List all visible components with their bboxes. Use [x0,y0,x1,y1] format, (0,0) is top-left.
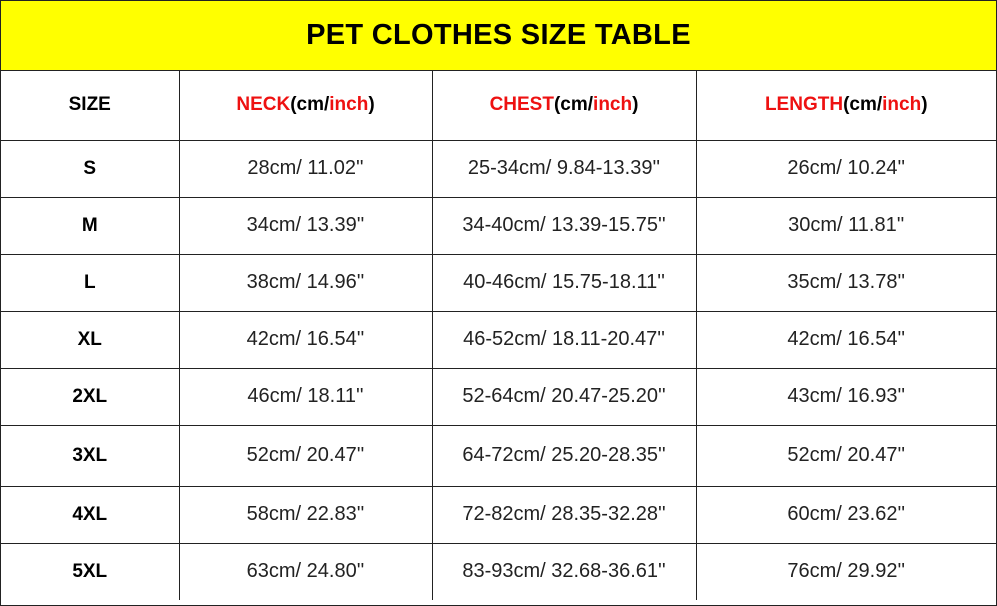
header-neck-unit-inch: inch [329,94,369,116]
neck-cell: 34cm/ 13.39'' [179,197,432,254]
chest-cell: 46-52cm/ 18.11-20.47'' [432,311,696,368]
length-cell: 30cm/ 11.81'' [696,197,996,254]
header-size-label: SIZE [68,94,111,116]
header-chest-unit-open: (cm/ [553,94,594,116]
length-cell: 76cm/ 29.92'' [696,543,996,600]
header-length-label: LENGTH [764,94,844,116]
size-cell: S [1,140,179,197]
size-cell: L [1,254,179,311]
size-cell: 2XL [1,368,179,425]
neck-cell: 52cm/ 20.47'' [179,425,432,486]
header-chest-unit-inch: inch [593,94,633,116]
table-row [1,197,996,254]
neck-cell: 38cm/ 14.96'' [179,254,432,311]
chest-cell: 34-40cm/ 13.39-15.75'' [432,197,696,254]
neck-cell: 28cm/ 11.02'' [179,140,432,197]
chest-cell: 40-46cm/ 15.75-18.11'' [432,254,696,311]
table-row [1,368,996,425]
table-row [1,425,996,486]
length-cell: 43cm/ 16.93'' [696,368,996,425]
table-row [1,254,996,311]
neck-cell: 63cm/ 24.80'' [179,543,432,600]
chest-cell: 72-82cm/ 28.35-32.28'' [432,486,696,543]
length-cell: 52cm/ 20.47'' [696,425,996,486]
chest-cell: 83-93cm/ 32.68-36.61'' [432,543,696,600]
title-bar [1,1,996,71]
header-chest-label: CHEST [489,94,554,116]
size-cell: M [1,197,179,254]
table-row [1,311,996,368]
size-cell: 5XL [1,543,179,600]
length-cell: 60cm/ 23.62'' [696,486,996,543]
size-cell: 3XL [1,425,179,486]
table-row [1,140,996,197]
header-length [696,71,996,140]
table-row [1,486,996,543]
table-row [1,543,996,600]
header-length-unit-close: ) [921,94,928,116]
chest-cell: 64-72cm/ 25.20-28.35'' [432,425,696,486]
header-row [1,71,996,140]
chest-cell: 52-64cm/ 20.47-25.20'' [432,368,696,425]
length-cell: 35cm/ 13.78'' [696,254,996,311]
table-title: PET CLOTHES SIZE TABLE [306,19,691,51]
size-cell: 4XL [1,486,179,543]
header-length-unit-open: (cm/ [843,94,883,116]
header-neck [179,71,432,140]
header-chest [432,71,696,140]
header-neck-label: NECK [236,94,291,116]
header-chest-unit-close: ) [632,94,639,116]
length-cell: 42cm/ 16.54'' [696,311,996,368]
size-cell: XL [1,311,179,368]
neck-cell: 46cm/ 18.11'' [179,368,432,425]
header-size [1,71,179,140]
length-cell: 26cm/ 10.24'' [696,140,996,197]
size-table [1,71,996,600]
chest-cell: 25-34cm/ 9.84-13.39'' [432,140,696,197]
header-neck-unit-open: (cm/ [290,94,330,116]
header-length-unit-inch: inch [882,94,922,116]
header-neck-unit-close: ) [368,94,375,116]
neck-cell: 42cm/ 16.54'' [179,311,432,368]
neck-cell: 58cm/ 22.83'' [179,486,432,543]
